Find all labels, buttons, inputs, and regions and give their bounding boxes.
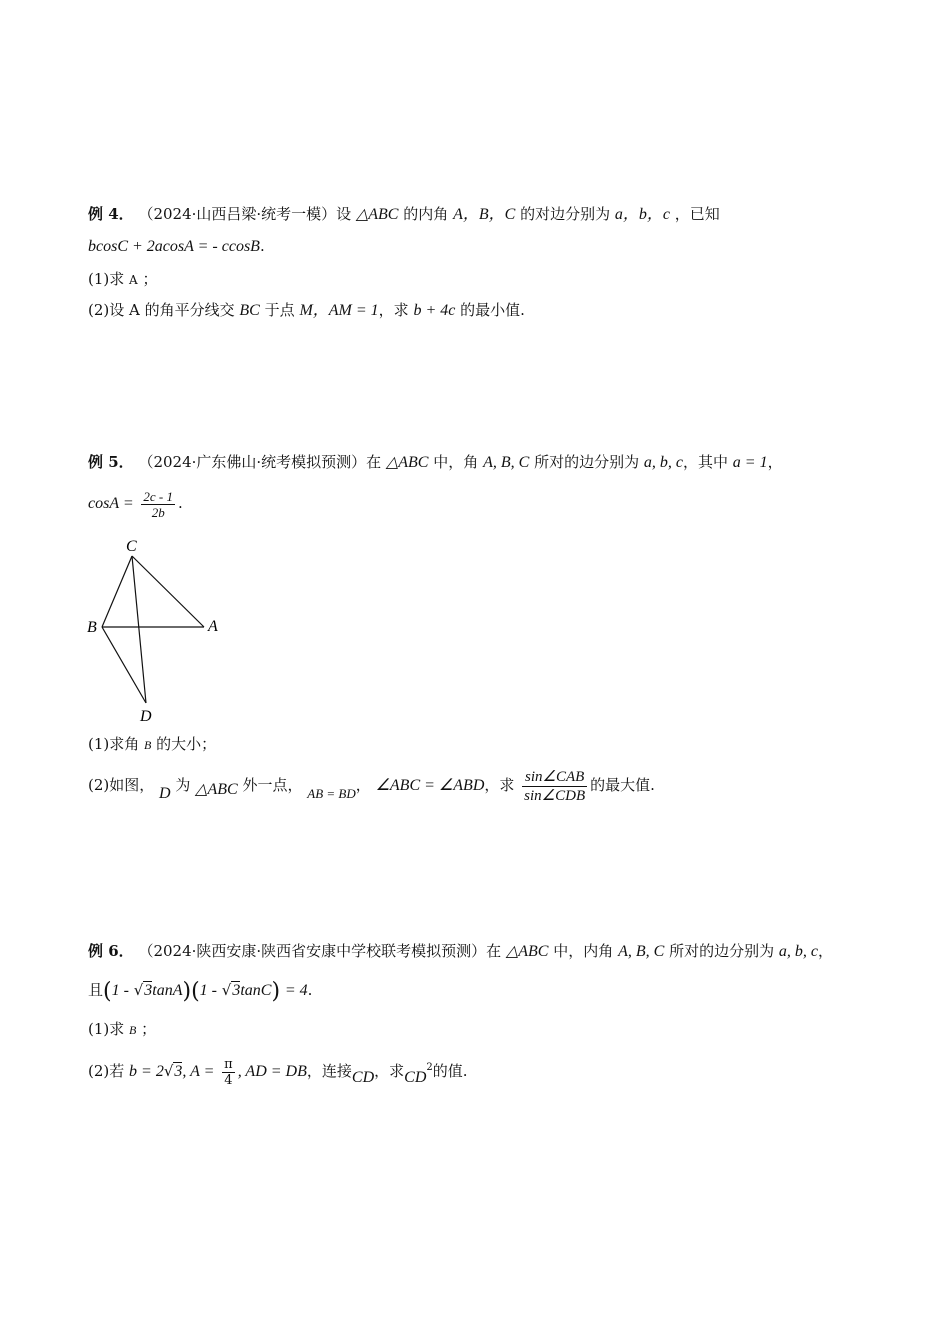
ex5-label: 例 5． — [88, 453, 134, 471]
ex4-angles: A，B，C — [453, 206, 516, 223]
ex5-q2-angle-eq: ∠ABC = ∠ABD — [375, 777, 485, 794]
ex5-line1 — [88, 451, 783, 474]
ex6-p2: 1 - — [199, 982, 217, 999]
ex4-source: （2024·山西吕梁·统考一模）设 — [138, 205, 352, 223]
ex5-q2-text: (2)如图， — [88, 776, 155, 794]
point-label-a: A — [208, 618, 218, 635]
ex4-triangle: △ABC — [355, 206, 399, 223]
ex5-figure — [80, 530, 240, 730]
ex5-text: 中，角 — [433, 453, 479, 471]
ex4-text: 的对边分别为 — [520, 205, 611, 223]
segment-cb — [102, 556, 132, 627]
ex6-angles: A, B, C — [618, 943, 665, 960]
segment-ca — [132, 556, 204, 627]
ex5-cos-end: . — [178, 494, 183, 512]
ex6-q1-var: B — [129, 1023, 137, 1037]
ex4-text: ，已知 — [674, 205, 720, 223]
ex6-r2: 3 — [232, 982, 241, 999]
ex6-q2-ad: , AD = DB — [237, 1063, 307, 1080]
ex6-eq-end: . — [307, 981, 313, 999]
ex5-text: ， — [767, 453, 783, 471]
ex6-equation: 且(1 - √3tanA)(1 - √3tanC) = 4. — [88, 979, 313, 1004]
ex5-cos-fraction — [141, 489, 175, 520]
ex4-q2-end: 的最小值. — [460, 301, 525, 319]
ex6-text: 中，内角 — [553, 942, 614, 960]
ex4-q2-text: (2)设 A 的角平分线交 — [88, 301, 235, 319]
ex5-q2-text: 为 — [175, 776, 191, 794]
ex5-text: 所对的边分别为 — [534, 453, 640, 471]
ex6-q2-cd2: CD — [404, 1069, 427, 1086]
ex6-line1 — [88, 940, 833, 963]
ex5-q2-den: sin∠CDB — [524, 787, 586, 804]
ex4-line1 — [88, 203, 720, 226]
ex5-cos-formula — [88, 486, 183, 521]
ex5-cos-num: 2c - 1 — [143, 488, 173, 504]
ex5-cos-lhs: cosA = — [88, 495, 134, 512]
ex6-q1-text: (1)求 — [88, 1020, 125, 1038]
ex6-text: 所对的边分别为 — [669, 942, 775, 960]
ex6-q2-fraction — [222, 1057, 235, 1088]
ex4-q2-expr: b + 4c — [413, 302, 456, 319]
ex5-angles: A, B, C — [483, 454, 530, 471]
point-label-c: C — [126, 538, 137, 555]
ex6-q2-r: 3 — [174, 1063, 183, 1080]
ex5-source: （2024·广东佛山·统考模拟预测）在 — [138, 453, 382, 471]
ex5-q2-abbd: AB = BD — [307, 786, 356, 801]
ex5-q2-num: sin∠CAB — [522, 768, 587, 787]
ex6-f2: tanC — [240, 982, 272, 999]
ex5-q1-text: (1)求角 — [88, 735, 140, 753]
ex6-q2-pi: π — [224, 1056, 233, 1072]
ex5-cos-den: 2b — [151, 504, 165, 520]
ex4-equation — [88, 235, 265, 258]
ex5-cond: a = 1 — [732, 454, 768, 471]
ex6-sides: a, b, c — [778, 943, 818, 960]
ex4-q2-am: ，AM = 1 — [312, 302, 379, 319]
ex6-q2-a: , A = — [182, 1063, 215, 1080]
ex6-q2: (2)若 b = 2√3, A = $\frac{\pi}{4}$ , AD = DB，连接CD，求$CD^2$的值. — [88, 1056, 468, 1088]
ex4-eq-end: . — [259, 237, 265, 255]
ex6-label: 例 6． — [88, 942, 134, 960]
ex4-q2-bc: BC — [239, 302, 260, 319]
ex5-triangle: △ABC — [385, 454, 429, 471]
ex6-q2-text: ，连接 — [306, 1062, 352, 1080]
ex4-q2-text: ，求 — [378, 301, 409, 319]
ex6-and: 且 — [88, 981, 104, 999]
point-label-d: D — [140, 708, 152, 725]
ex5-q1 — [88, 733, 216, 756]
ex4-sides: a，b，c — [614, 206, 670, 223]
ex6-f1: tanA — [152, 982, 183, 999]
ex5-q2-sep: ， — [355, 776, 371, 794]
ex5-q2-tri: △ABC — [195, 781, 238, 798]
ex6-q2-text: (2)若 — [88, 1062, 125, 1080]
ex5-text: ，其中 — [682, 453, 728, 471]
ex4-text: 的内角 — [403, 205, 449, 223]
segment-cd — [132, 556, 146, 703]
ex4-label: 例 4． — [88, 205, 134, 223]
ex4-q2 — [88, 299, 525, 322]
ex6-q2-cd: CD — [351, 1069, 375, 1086]
ex6-q2-text: ，求 — [374, 1062, 405, 1080]
ex4-eq: bcosC + 2acosA = - ccosB — [88, 238, 260, 255]
ex6-q1-end: ； — [141, 1020, 157, 1038]
ex5-q1-var: B — [144, 738, 152, 752]
ex5-q2-text: 外一点， — [242, 776, 303, 794]
ex4-q1-text: (1)求 — [88, 270, 125, 288]
ex6-q2-end: 的值. — [432, 1062, 468, 1080]
point-label-b: B — [87, 619, 97, 636]
ex6-source: （2024·陕西安康·陕西省安康中学校联考模拟预测）在 — [138, 942, 502, 960]
ex6-q2-b: b = 2 — [129, 1063, 164, 1080]
ex4-q1-var: A — [129, 273, 138, 287]
ex4-q2-text: 于点 — [264, 301, 295, 319]
ex6-p1: 1 - — [111, 982, 129, 999]
ex4-q1 — [88, 268, 158, 291]
ex6-q2-four: 4 — [224, 1072, 233, 1088]
ex4-q2-m: M — [299, 302, 313, 319]
ex5-q1-end: 的大小； — [156, 735, 217, 753]
ex5-q2-d: D — [159, 785, 171, 802]
ex6-rhs: = 4 — [284, 982, 308, 999]
ex6-q1 — [88, 1018, 156, 1041]
ex6-text: ， — [817, 942, 833, 960]
ex5-q2 — [88, 766, 655, 813]
ex4-q1-end: ； — [142, 270, 158, 288]
ex5-q2-text: ，求 — [484, 776, 515, 794]
ex5-q2-fraction — [522, 768, 587, 805]
ex6-q2-square: 2 — [426, 1062, 433, 1073]
ex5-sides: a, b, c — [643, 454, 683, 471]
ex5-q2-end: 的最大值. — [590, 776, 655, 794]
ex6-r1: 3 — [144, 982, 153, 999]
ex6-triangle: △ABC — [505, 943, 549, 960]
